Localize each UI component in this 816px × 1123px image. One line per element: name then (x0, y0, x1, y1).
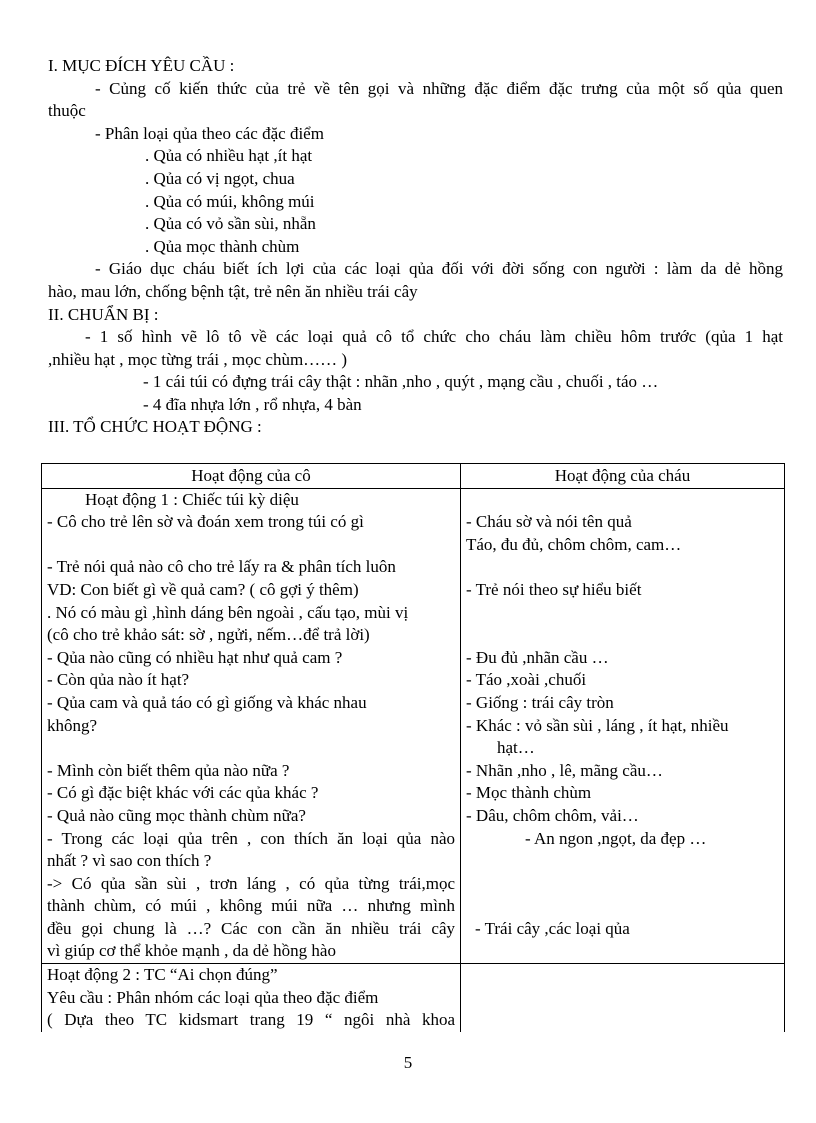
table-row (42, 964, 785, 1032)
fruit-criteria-item: . Qủa có vị ngọt, chua (145, 168, 295, 188)
teacher-activity-cell (42, 488, 461, 963)
child-line: - Cháu sờ và nói tên quả (466, 512, 632, 532)
activity-table (41, 463, 785, 1032)
section-2-item-3: - 4 đĩa nhựa lớn , rổ nhựa, 4 bàn (143, 394, 362, 414)
section-2-item-1-line-1: - 1 số hình vẽ lô tô về các loại quả cô tổ chức cho cháu làm chiều hôm trước (qủa 1 hạt (85, 327, 783, 347)
teacher-line: Yêu cầu : Phân nhóm các loại qủa theo đặc điểm (47, 987, 379, 1007)
child-line: - Mọc thành chùm (466, 783, 592, 803)
teacher-line: - Mình còn biết thêm qủa nào nữa ? (47, 760, 290, 780)
teacher-line: - Qủa cam và quả táo có gì giống và khác nhau (47, 692, 367, 712)
child-line: - Đu đủ ,nhãn cầu … (466, 647, 609, 667)
child-line: - Nhãn ,nho , lê, mãng cầu… (466, 760, 663, 780)
fruit-criteria-item: . Qủa có nhiều hạt ,ít hạt (145, 146, 313, 166)
section-3-heading: III. TỔ CHỨC HOẠT ĐỘNG : (48, 417, 262, 436)
child-activity-cell (461, 964, 785, 1032)
teacher-line: - Có gì đặc biệt khác với các qủa khác ? (47, 783, 319, 803)
section-2-heading: II. CHUẨN BỊ : (48, 304, 159, 324)
teacher-line: - Trong các loại qủa trên , con thích ăn loại qủa nào (47, 828, 455, 848)
section-1-paragraph-2: - Phân loại qủa theo các đặc điểm (95, 123, 324, 143)
teacher-activity-header: Hoạt động của cô (42, 464, 461, 489)
teacher-line: - Cô cho trẻ lên sờ và đoán xem trong túi có gì (47, 512, 364, 532)
child-line: - Khác : vỏ sần sùi , láng , ít hạt, nhiều (466, 715, 729, 735)
fruit-criteria-item: . Qủa có vỏ sần sùi, nhẵn (145, 214, 316, 234)
teacher-line: thành chùm, có múi , không múi nữa … nhưng mình (47, 896, 455, 916)
table-header-row (42, 464, 785, 489)
teacher-line: nhất ? vì sao con thích ? (47, 851, 212, 871)
teacher-line: - Trẻ nói quả nào cô cho trẻ lấy ra & phân tích luôn (47, 557, 396, 577)
page-number: 5 (403, 1053, 413, 1072)
child-line: - Táo ,xoài ,chuối (466, 670, 587, 690)
child-line: - Trẻ nói theo sự hiểu biết (466, 579, 642, 599)
activity-1-title: Hoạt động 1 : Chiếc túi kỳ diệu (85, 489, 299, 509)
section-1-paragraph-1-line-1: - Củng cố kiến thức của trẻ về tên gọi và những đặc điểm đặc trưng của một số qủa quen (95, 78, 783, 98)
child-activity-cell (461, 488, 785, 963)
activity-2-title: Hoạt động 2 : TC “Ai chọn đúng” (47, 965, 278, 985)
child-line: - Trái cây ,các loại qủa (475, 918, 630, 938)
section-2-item-2: - 1 cái túi có đựng trái cây thật : nhãn ,nho , quýt , mạng cầu , chuối , táo … (143, 372, 659, 392)
section-1-heading: I. MỤC ĐÍCH YÊU CẦU : (48, 56, 235, 75)
teacher-line: vì giúp cơ thể khỏe mạnh , da dẻ hồng hào (47, 941, 336, 961)
section-2-item-1-line-2: ,nhiều hạt , mọc từng trái , mọc chùm…… ) (48, 349, 348, 369)
teacher-line: - Quả nào cũng mọc thành chùm nữa? (47, 805, 306, 825)
teacher-line: . Nó có màu gì ,hình dáng bên ngoài , cấu tạo, mùi vị (47, 602, 409, 622)
fruit-criteria-item: . Qủa có múi, không múi (145, 191, 315, 211)
teacher-line: không? (47, 715, 98, 735)
child-activity-header: Hoạt động của cháu (461, 464, 785, 489)
child-line: - Giống : trái cây tròn (466, 692, 614, 712)
teacher-line: đều gọi chung là …? Các con cần ăn nhiều trái cây (47, 918, 455, 938)
teacher-line: VD: Con biết gì về quả cam? ( cô gợi ý thêm) (47, 579, 359, 599)
teacher-activity-cell (42, 964, 461, 1032)
teacher-line: ( Dựa theo TC kidsmart trang 19 “ ngôi nhà khoa (47, 1010, 455, 1030)
teacher-line: - Còn qủa nào ít hạt? (47, 670, 190, 690)
teacher-line: - Qủa nào cũng có nhiều hạt như quả cam ? (47, 647, 343, 667)
section-1-body (48, 78, 783, 304)
fruit-criteria-item: . Qủa mọc thành chùm (145, 236, 300, 256)
teacher-line: -> Có qủa sần sùi , trơn láng , có qủa từng trái,mọc (47, 873, 455, 893)
section-1-paragraph-3-line-2: hào, mau lớn, chống bệnh tật, trẻ nên ăn nhiều trái cây (48, 281, 418, 301)
child-line: - Dâu, chôm chôm, vải… (466, 805, 639, 825)
teacher-line: (cô cho trẻ khảo sát: sờ , ngửi, nếm…để trả lời) (47, 625, 370, 645)
section-2-body (48, 326, 783, 416)
section-1-paragraph-3-line-1: - Giáo dục cháu biết ích lợi của các loại qủa đối với đời sống con người : làm da dẻ hồng (95, 259, 783, 279)
child-line: Táo, đu đủ, chôm chôm, cam… (466, 534, 682, 554)
table-row (42, 488, 785, 963)
child-line: - An ngon ,ngọt, da đẹp … (525, 828, 707, 848)
child-line: hạt… (497, 738, 535, 758)
section-1-paragraph-1-line-2: thuộc (48, 101, 86, 121)
